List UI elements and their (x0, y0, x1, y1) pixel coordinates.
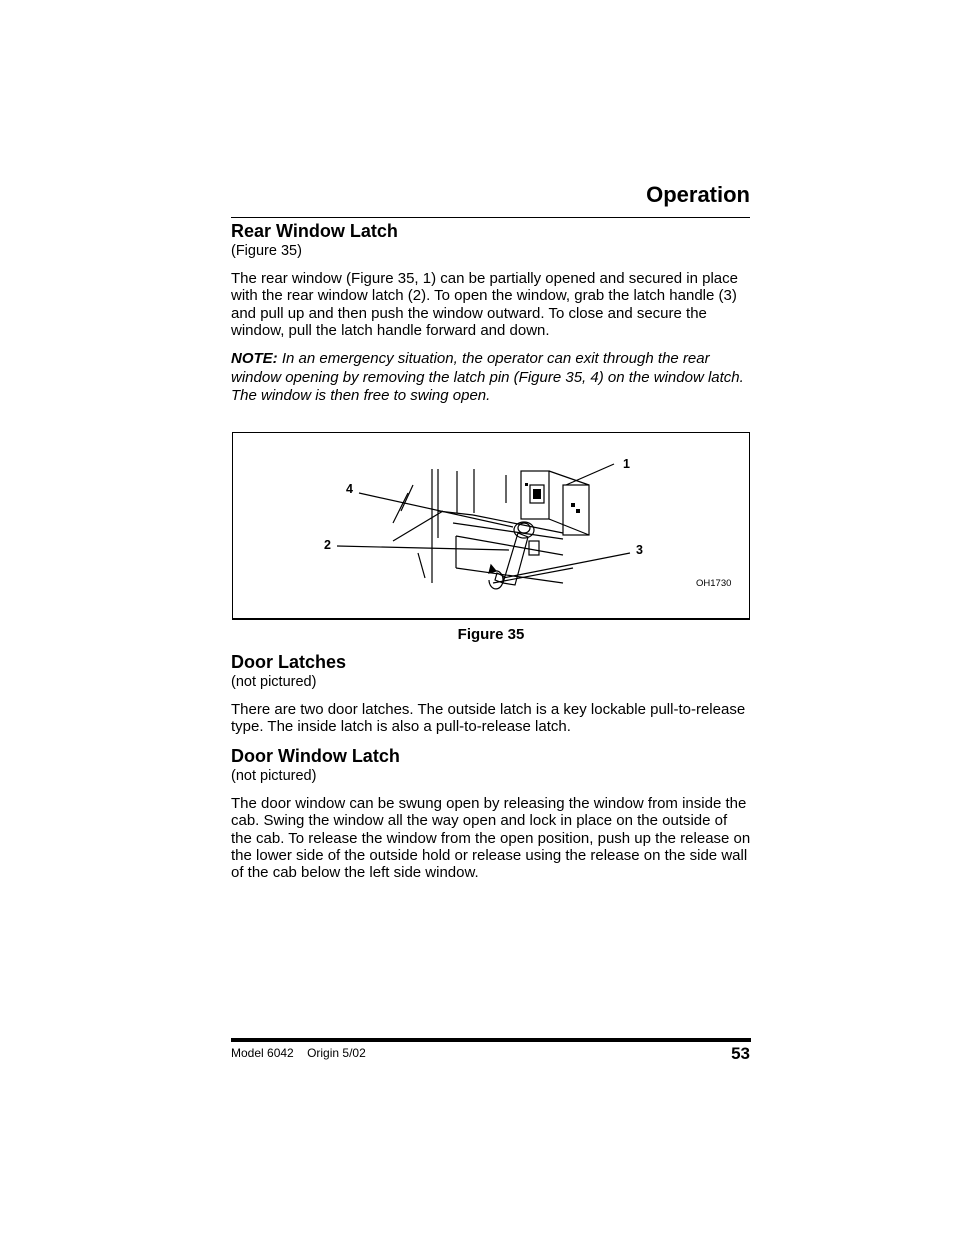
rear-window-latch-section (231, 220, 751, 406)
door-window-latch-heading: Door Window Latch (231, 746, 400, 766)
door-latches-body: There are two door latches. The outside latch is a key lockable pull-to-release type. The inside latch is also a pull-to-release latch. (231, 701, 746, 736)
title-rule (231, 217, 750, 218)
rear-window-latch-heading: Rear Window Latch (231, 221, 398, 241)
footer-info (231, 1046, 376, 1060)
footer-rule (231, 1038, 751, 1042)
footer-origin: Origin 5/02 (307, 1046, 366, 1060)
callout-4: 4 (346, 482, 353, 496)
rear-window-latch-ref: (Figure 35) (231, 243, 302, 259)
door-latches-section (231, 651, 751, 736)
figure-35 (232, 432, 750, 620)
door-window-latch-section (231, 745, 751, 881)
door-latches-ref: (not pictured) (231, 674, 317, 690)
figure-code: OH1730 (696, 578, 732, 589)
footer-model: Model 6042 (231, 1046, 294, 1060)
note-text: In an emergency situation, the operator can exit through the rear window opening by removing the latch pin (Figure 35, 4) on the window latch. The window is then free to swing open. (231, 350, 744, 405)
emergency-note (231, 350, 751, 406)
callout-1: 1 (623, 457, 630, 471)
page-title: Operation (646, 182, 750, 207)
door-latches-heading: Door Latches (231, 652, 347, 672)
callout-3: 3 (636, 543, 643, 557)
rear-window-latch-body: The rear window (Figure 35, 1) can be partially opened and secured in place with the rear window latch (2). To open the window, grab the latch handle (3) and pull up and then push the window outward. To close and secure the window, pull the latch handle forward and down. (231, 270, 738, 339)
rear-window-latch-illustration (233, 433, 749, 618)
page-number: 53 (731, 1044, 750, 1063)
figure-caption: Figure 35 (457, 626, 525, 643)
door-window-latch-body: The door window can be swung open by releasing the window from inside the cab. Swing the window all the way open and lock in place on the outside of the cab. To release the window from the open position, push up the release on the lower side of the outside hold or release using the release on the side wall of the cab below the left side window. (231, 795, 751, 882)
callout-2: 2 (324, 538, 331, 552)
door-window-latch-ref: (not pictured) (231, 768, 317, 784)
note-label: NOTE: (231, 350, 278, 368)
